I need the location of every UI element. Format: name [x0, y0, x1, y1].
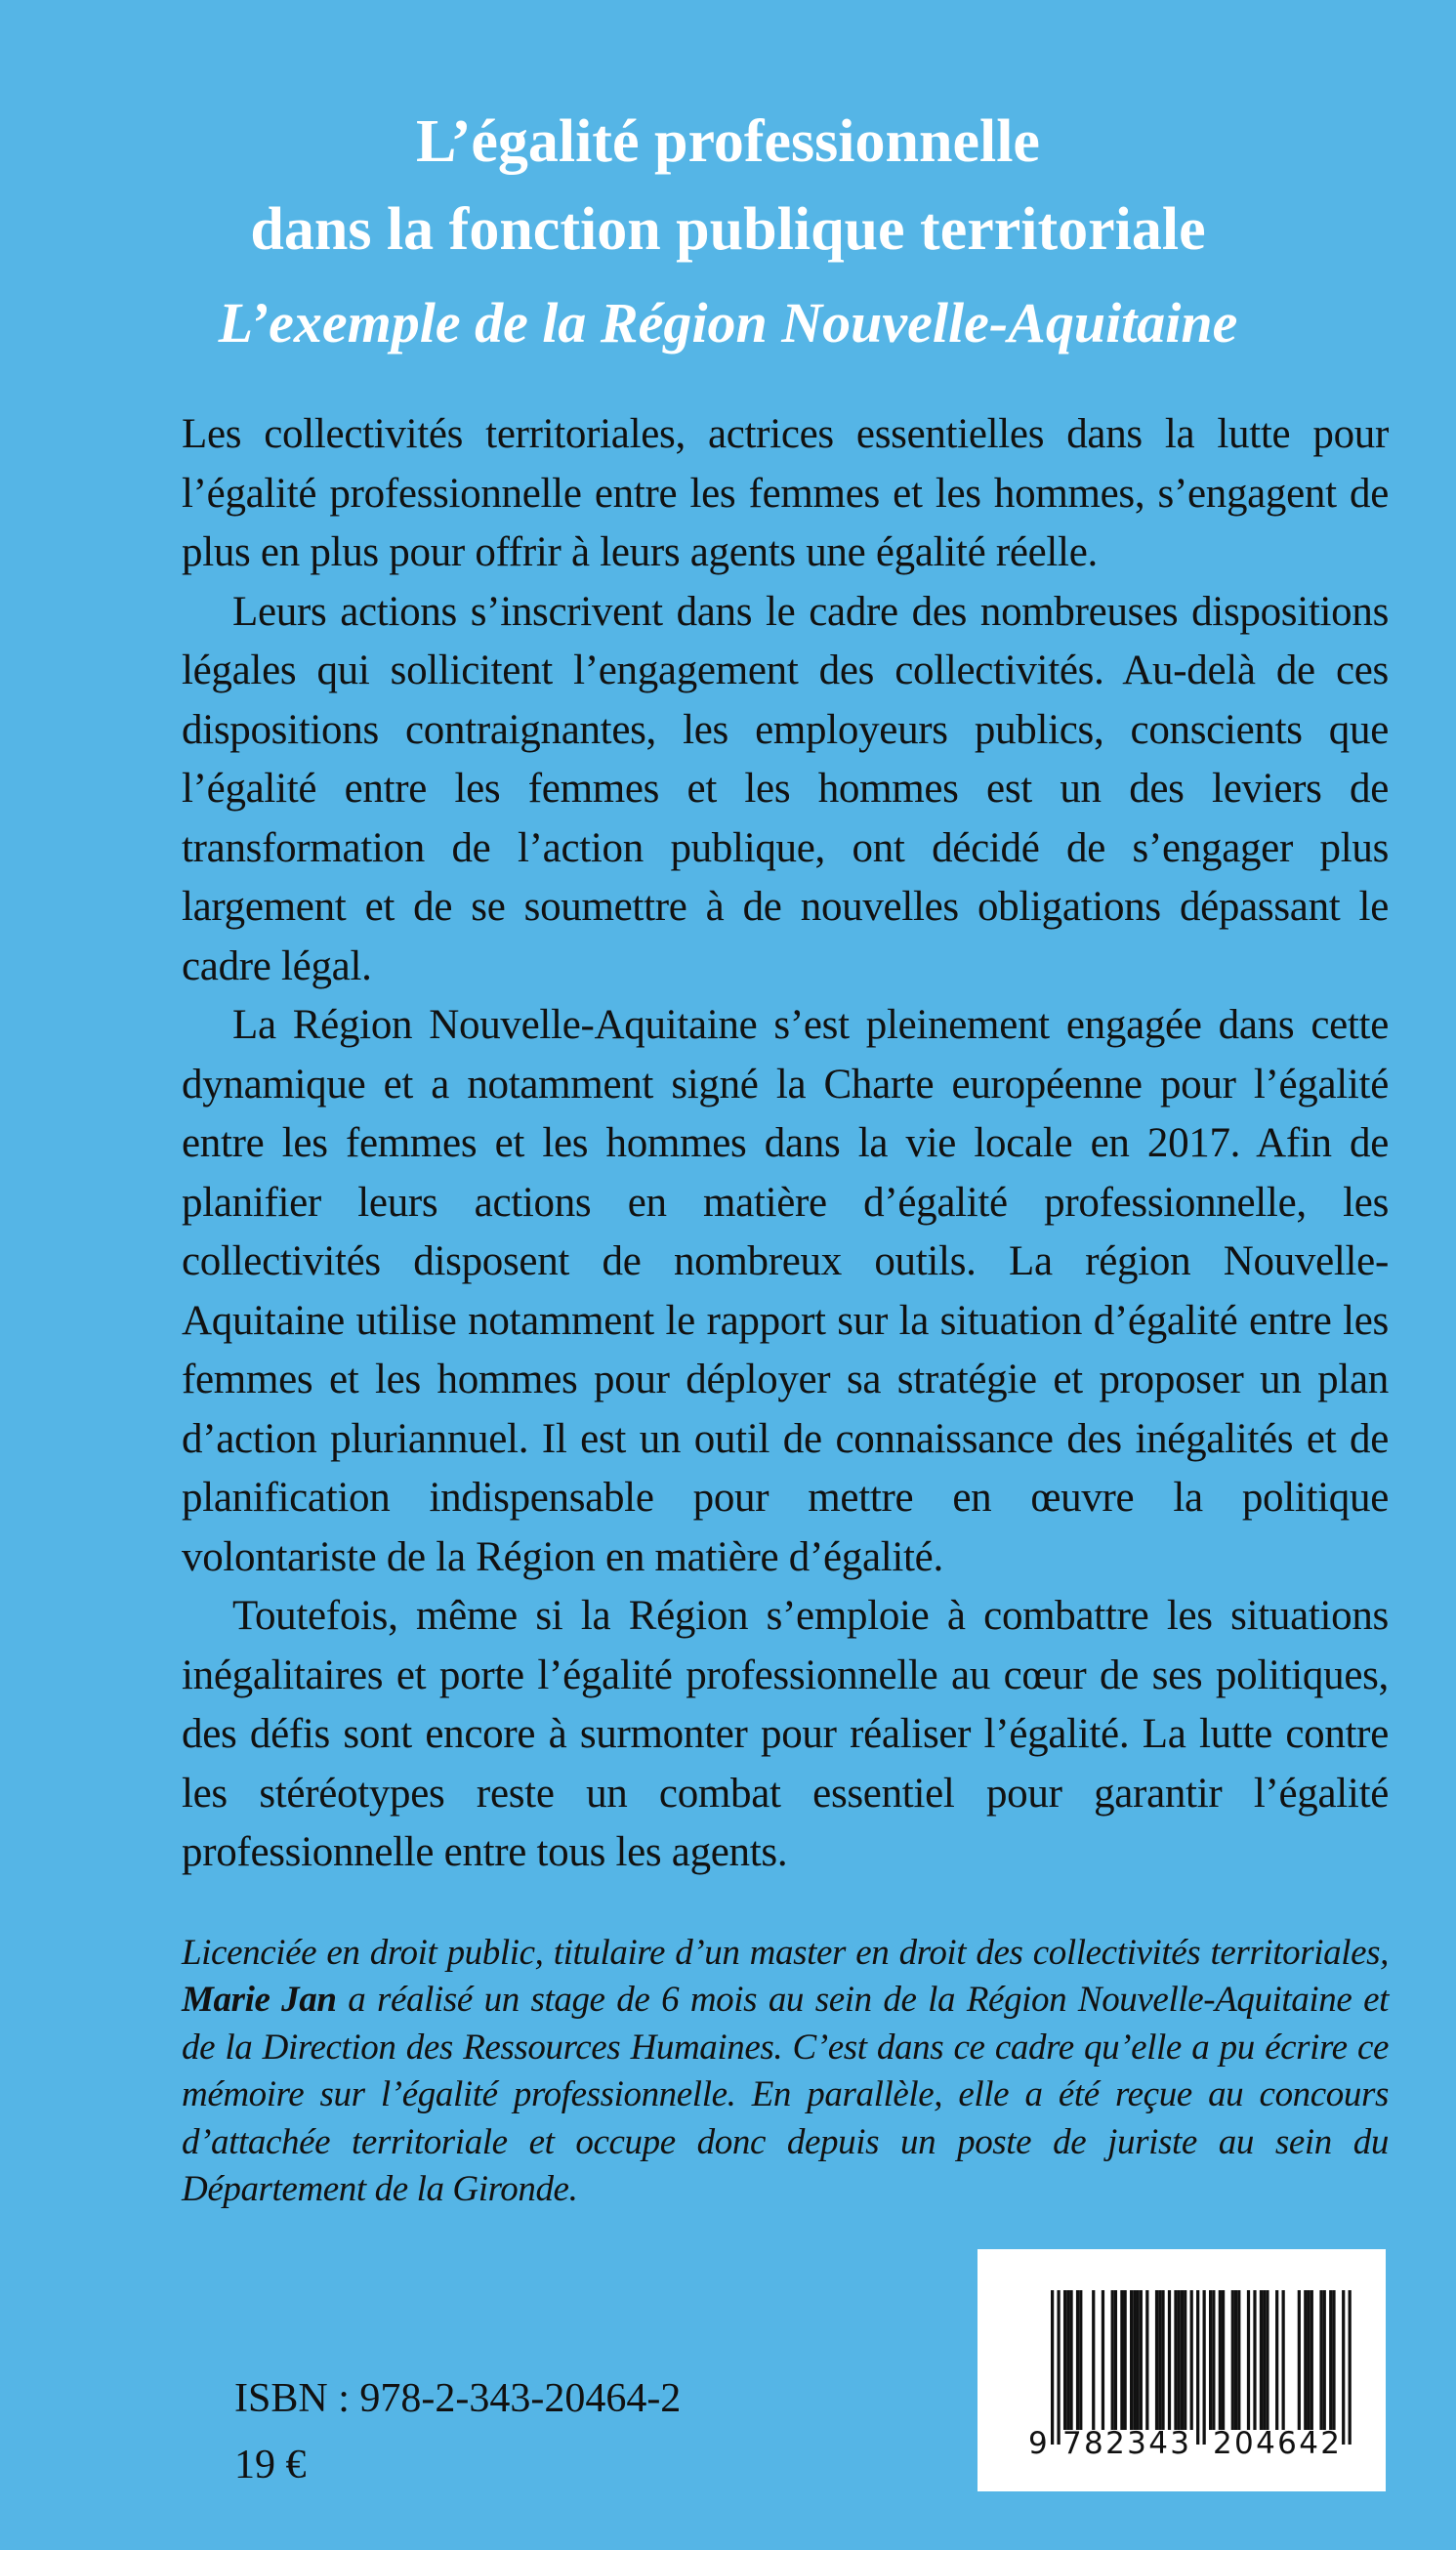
barcode-bar	[1234, 2290, 1237, 2430]
barcode-first-digit: 9	[1028, 2425, 1048, 2461]
barcode-bar	[1203, 2290, 1206, 2445]
barcode-bar	[1161, 2290, 1164, 2430]
barcode-bar	[1266, 2290, 1269, 2430]
barcode-bar	[1253, 2290, 1256, 2430]
barcode-bar	[1057, 2290, 1060, 2445]
barcode-bar	[1168, 2290, 1171, 2430]
barcode-bar	[1319, 2290, 1322, 2430]
price: 19 €	[234, 2442, 307, 2487]
barcode-bar	[1063, 2290, 1066, 2430]
summary-paragraph: Leurs actions s’inscrivent dans le cadre des nombreuses dispositions légales qui sollicitent l’engagement des collectivités. Au-delà de ces dispositions contraignantes, les employeurs publics, conscients que l’égalité entre les femmes et les hommes est un des leviers de transformation de l’action publique, ont décidé de s’engager plus largement et de se soumettre à de nouvelles obligations dépassant le cadre légal.	[182, 588, 1389, 989]
barcode-bar	[1349, 2290, 1352, 2445]
barcode-bar	[1247, 2290, 1250, 2430]
barcode-bar	[1120, 2290, 1123, 2430]
barcode	[978, 2249, 1386, 2491]
barcode-bar	[1184, 2290, 1186, 2430]
barcode-bar	[1307, 2290, 1310, 2430]
book-title-line-1: L’égalité professionnelle	[416, 108, 1040, 175]
cover-footer	[182, 2249, 1389, 2491]
barcode-bar	[1329, 2290, 1332, 2430]
barcode-bar	[1196, 2290, 1199, 2445]
barcode-bar	[1298, 2290, 1301, 2430]
barcode-bar	[1212, 2290, 1215, 2430]
summary-paragraph: La Région Nouvelle-Aquitaine s’est pleinement engagée dans cette dynamique et a notamment signé la Charte européenne pour l’égalité entre les femmes et les hommes dans la vie locale en 2017. Afin de planifier leurs actions en matière d’égalité professionnelle, les collectivités disposent de nombreux outils. La région Nouvelle-Aquitaine utilise notamment le rapport sur la situation d’égalité entre les femmes et les hommes pour déployer sa stratégie et proposer un plan d’action pluriannuel. Il est un outil de connaissance des inégalités et de planification indispensable pour mettre en œuvre la politique volontariste de la Région en matière d’égalité.	[182, 1002, 1389, 1580]
barcode-bar	[1158, 2290, 1161, 2430]
barcode-bar	[1066, 2290, 1069, 2430]
isbn: ISBN : 978-2-343-20464-2	[234, 2375, 682, 2421]
barcode-bar	[1323, 2290, 1326, 2430]
barcode-bar	[1076, 2290, 1079, 2430]
cover-header	[0, 0, 1456, 367]
barcode-bar	[1222, 2290, 1225, 2430]
author-bio	[182, 1930, 1389, 2214]
summary-paragraph: Toutefois, même si la Région s’emploie à combattre les situations inégalitaires et porte l’égalité professionnelle au cœur de ses politiques, des défis sont encore à surmonter pour réaliser l’égalité. La lutte contre les stéréotypes reste un combat essentiel pour garantir l’égalité professionnelle entre tous les agents.	[182, 1593, 1389, 1875]
barcode-bar	[1069, 2290, 1072, 2430]
barcode-bar	[1114, 2290, 1117, 2430]
barcode-bar	[1231, 2290, 1234, 2430]
barcode-bar	[1282, 2290, 1285, 2430]
cover-content	[182, 405, 1389, 2550]
barcode-bar	[1092, 2290, 1095, 2430]
barcode-bar	[1181, 2290, 1184, 2430]
barcode-bar	[1051, 2290, 1054, 2445]
barcode-bar	[1190, 2290, 1193, 2430]
author-name: Marie Jan	[182, 1980, 337, 2020]
barcode-bar	[1133, 2290, 1136, 2430]
barcode-bar	[1178, 2290, 1181, 2430]
book-title-line-2: dans la fonction publique territoriale	[250, 196, 1206, 263]
barcode-bar	[1237, 2290, 1240, 2430]
summary-text	[182, 405, 1389, 1883]
barcode-bar	[1304, 2290, 1307, 2430]
barcode-bar	[1111, 2290, 1114, 2430]
summary-paragraph: Les collectivités territoriales, actrices essentielles dans la lutte pour l’égalité professionnelle entre les femmes et les hommes, s’engagent de plus en plus pour offrir à leurs agents une égalité réelle.	[182, 411, 1389, 575]
barcode-bar	[1174, 2290, 1177, 2430]
barcode-bar	[1130, 2290, 1133, 2430]
barcode-bar	[1124, 2290, 1127, 2430]
book-subtitle: L’exemple de la Région Nouvelle-Aquitaine	[218, 291, 1238, 355]
bio-text-end: a réalisé un stage de 6 mois au sein de la Région Nouvelle-Aquitaine et de la Direction des Ressources Humaines. C’est dans ce cadre qu’elle a pu écrire ce mémoire sur l’égalité professionnelle. En parallèle, elle a été reçue au concours d’attachée territoriale et occupe donc depuis un poste de juriste au sein du Département de la Gironde.	[182, 1980, 1389, 2209]
barcode-bar	[1079, 2290, 1082, 2430]
barcode-bar	[1136, 2290, 1139, 2430]
barcode-bar	[1275, 2290, 1278, 2430]
barcode-bar	[1332, 2290, 1335, 2430]
barcode-bar	[1219, 2290, 1222, 2430]
barcode-bar	[1209, 2290, 1212, 2430]
barcode-image	[978, 2249, 1386, 2491]
barcode-bar	[1260, 2290, 1263, 2430]
barcode-bar	[1263, 2290, 1266, 2430]
barcode-right-digits: 204642	[1213, 2425, 1340, 2461]
barcode-bar	[1140, 2290, 1143, 2430]
barcode-bar	[1102, 2290, 1104, 2430]
barcode-bar	[1145, 2290, 1148, 2430]
barcode-bar	[1310, 2290, 1313, 2430]
publication-info	[182, 2249, 681, 2489]
barcode-left-digits: 782343	[1062, 2425, 1189, 2461]
bio-text-start: Licenciée en droit public, titulaire d’un master en droit des collectivités territoriales,	[182, 1932, 1389, 1973]
barcode-bar	[1155, 2290, 1158, 2430]
barcode-bar	[1342, 2290, 1345, 2445]
